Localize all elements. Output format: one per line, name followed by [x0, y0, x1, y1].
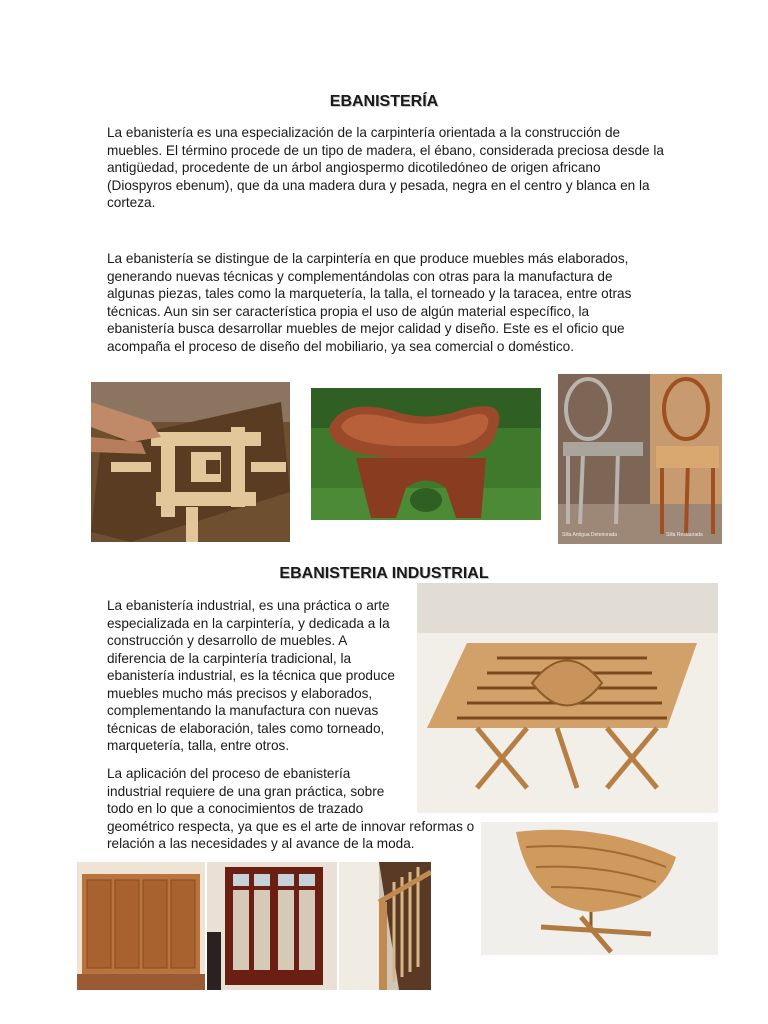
stool-image [311, 388, 541, 520]
application-line-4: geométrico respecta, ya que es el arte de innovar reformas o [107, 818, 475, 834]
staircase-image [339, 862, 431, 990]
wardrobe-image [77, 862, 205, 990]
section-title-ebanisteria: EBANISTERÍA [329, 93, 439, 110]
doors-image [207, 862, 337, 990]
chairs-image [558, 374, 722, 544]
chair-right-caption: Silla Restaurada [666, 532, 703, 538]
application-line-3: todo en lo que a conocimientos de trazado [107, 801, 364, 816]
bowl-image [481, 822, 718, 955]
distinction-paragraph: La ebanistería se distingue de la carpintería en que produce muebles más elaborados, generando nuevas técnicas y complementándolas con otras para la manufactura de algunas piezas, tales como la marquetería, la talla, el torneado y la taracea, entre otras técnicas. Aun sin ser característica propia el uso de algún material específico, la ebanistería busca desarrollar muebles de mejor calidad y diseño. Este es el oficio que acompaña el proceso de diseño del mobiliario, ya sea comercial o doméstico. [107, 251, 632, 354]
intro-paragraph: La ebanistería es una especialización de la carpintería orientada a la construcción de muebles. El término procede de un tipo de madera, el ébano, considerada preciosa desde la antigüedad, procedente de un árbol angiospermo dicotiledóneo de origen africano (Diospyros ebenum), que da una madera dura y pesada, negra en el centro y blanca en la corteza. [107, 125, 664, 210]
application-line-1: La aplicación del proceso de ebanistería [107, 766, 351, 781]
chair-left-caption: Silla Antigua Deteriorada [562, 532, 618, 538]
application-line-5: relación a las necesidades y al avance de la moda. [107, 836, 415, 851]
application-paragraph [107, 765, 474, 853]
marquetry-image [91, 382, 290, 542]
industrial-paragraph: La ebanistería industrial, es una práctica o arte especializada en la carpintería, y dedicada a la construcción y desarrollo de muebles. A diferencia de la carpintería tradicional, la ebanistería industrial, es la técnica que produce muebles mucho más precisos y elaborados, complementando la manufactura con nuevas técnicas de elaboración, tales como torneado, marquetería, talla, entre otros. [107, 598, 395, 753]
section-title-industrial: EBANISTERIA INDUSTRIAL [279, 565, 489, 582]
application-line-2: industrial requiere de una gran práctica, sobre [107, 783, 385, 799]
